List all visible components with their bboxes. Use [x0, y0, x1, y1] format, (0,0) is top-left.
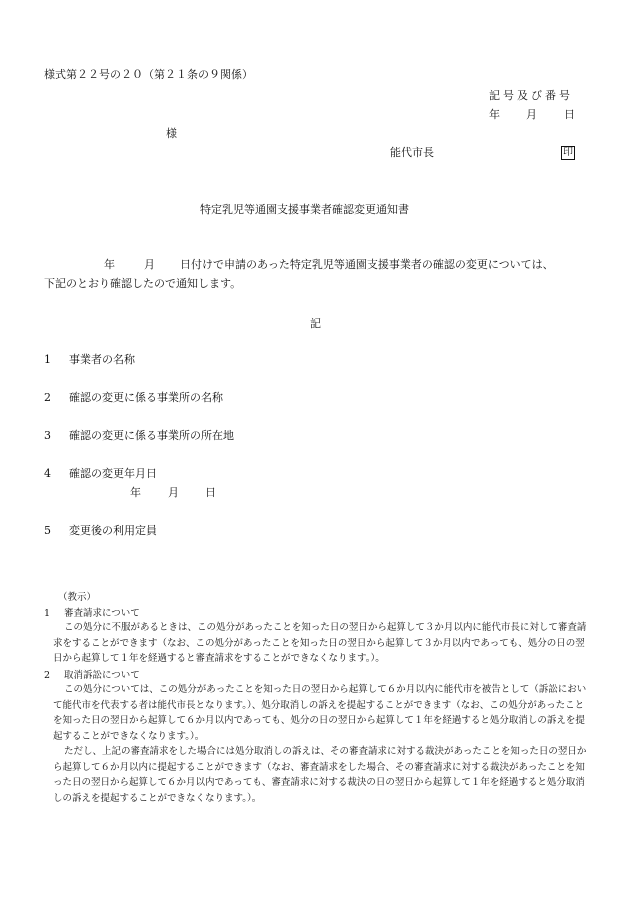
form-number: 様式第２２号の２０（第２１条の９関係） — [44, 68, 253, 81]
item4-month: 月 — [168, 486, 179, 499]
item-label-change-date: 確認の変更年月日 — [69, 467, 157, 480]
notice-heading: （教示） — [58, 592, 97, 603]
intro-year: 年 — [104, 258, 115, 271]
item-label-office-name: 確認の変更に係る事業所の名称 — [69, 391, 223, 404]
intro-line1: 日付けで申請のあった特定乳児等通園支援事業者の確認の変更については、 — [180, 258, 554, 271]
issuer-name: 能代市長 — [390, 146, 434, 159]
addressee-suffix: 様 — [166, 127, 177, 140]
notice-section-title-appeal: 審査請求について — [64, 608, 140, 619]
document-number-label: 記号及び番号 — [489, 89, 573, 102]
item-label-business-name: 事業者の名称 — [69, 353, 135, 366]
item-number: 4 — [44, 467, 51, 480]
notice-section-number: 2 — [44, 670, 51, 681]
item-number: 2 — [44, 391, 51, 404]
notice-lawsuit-body: この処分については、この処分があったことを知った日の翌日から起算して６か月以内に能代市を被告として（訴訟において能代市を代表する者は能代市長となります。）、処分取消しの訴えを提起することができます（なお、この処分があったことを知った日の翌日から起算して６か月以内であっても、処分の日の翌日から起算して１年を経過すると処分取消しの訴えを提起することができなくなります。）。 — [53, 684, 587, 742]
notice-appeal-body: この処分に不服があるときは、この処分があったことを知った日の翌日から起算して３か月以内に能代市長に対して審査請求をすることができます（なお、この処分があったことを知った日の翌日から起算して３か月以内であっても、処分の日の翌日から起算して１年を経過すると審査請求をすることができなくなります。）。 — [53, 622, 587, 664]
intro-month: 月 — [144, 258, 155, 271]
notice-lawsuit-body-proviso: ただし、上記の審査請求をした場合には処分取消しの訴えは、その審査請求に対する裁決があったことを知った日の翌日から起算して６か月以内に提起することができます（なお、審査請求をした場合、その審査請求に対する裁決があったことを知った日の翌日から起算して６か月以内であっても、審査請求に対する裁決の日の翌日から起算して１年を経過すると処分取消しの訴えを提起することができなくなります。）。 — [53, 746, 587, 804]
item4-year: 年 — [130, 486, 141, 499]
ki-heading: 記 — [310, 317, 321, 330]
notice-section-number: 1 — [44, 608, 51, 619]
item-label-office-address: 確認の変更に係る事業所の所在地 — [69, 429, 234, 442]
page-title: 特定乳児等通園支援事業者確認変更通知書 — [200, 203, 409, 216]
date-month-label: 月 — [526, 108, 537, 121]
notice-section-title-lawsuit: 取消訴訟について — [64, 670, 140, 681]
item-label-capacity: 変更後の利用定員 — [69, 524, 157, 537]
item-number: 5 — [44, 524, 51, 537]
date-year-label: 年 — [489, 108, 500, 121]
item-number: 3 — [44, 429, 51, 442]
intro-line2: 下記のとおり確認したので通知します。 — [44, 277, 242, 290]
item4-day: 日 — [205, 486, 216, 499]
item-number: 1 — [44, 353, 51, 366]
seal-mark: 印 — [563, 147, 573, 158]
date-day-label: 日 — [564, 108, 575, 121]
